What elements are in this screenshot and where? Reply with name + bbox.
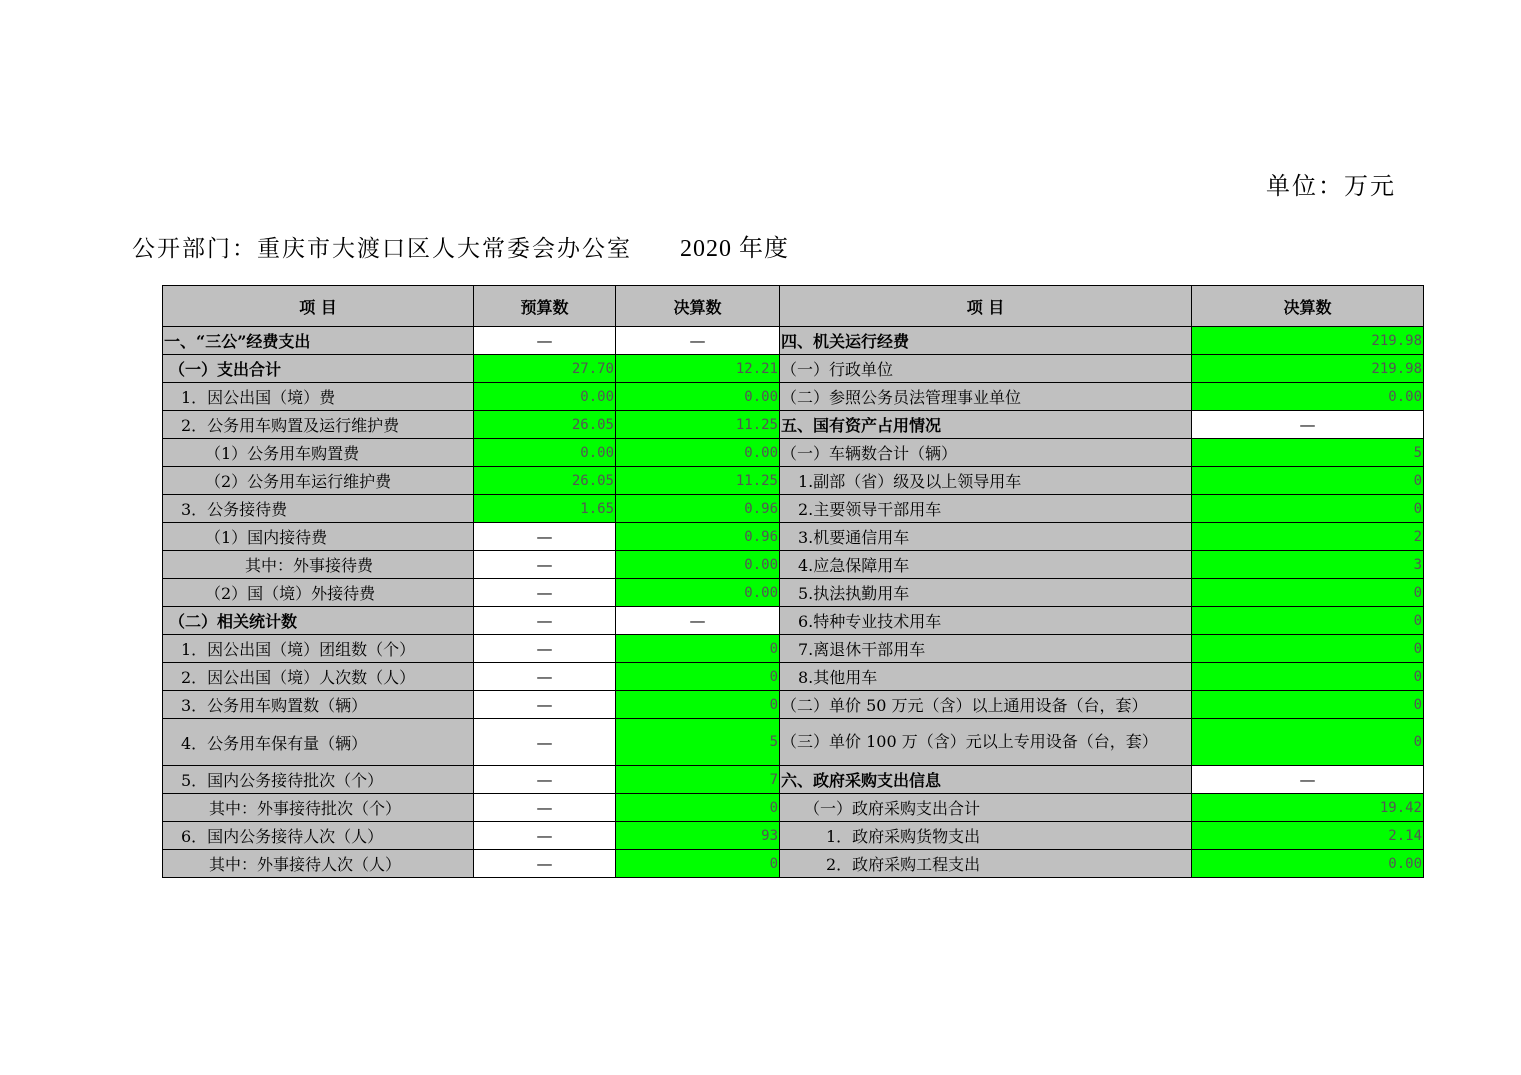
right-label: 4.应急保障用车 [780,551,1192,579]
right-label: 五、国有资产占用情况 [780,411,1192,439]
right-value: — [1192,766,1424,794]
table-row [163,411,1424,439]
right-value: 19.42 [1192,794,1424,822]
budget-cell: — [474,822,616,850]
budget-cell: — [474,579,616,607]
budget-cell: 0.00 [474,439,616,467]
expenditure-table [162,285,1424,878]
right-label: （一）车辆数合计（辆） [780,439,1192,467]
table-row [163,663,1424,691]
right-label: 3.机要通信用车 [780,523,1192,551]
right-value: 2 [1192,523,1424,551]
header-item-right: 项 目 [780,286,1192,327]
unit-label: 单位：万元 [1266,172,1396,200]
row-label: （2）公务用车运行维护费 [163,467,474,495]
final-cell: 0 [616,635,780,663]
year-label: 2020 年度 [680,236,789,262]
right-value: 2.14 [1192,822,1424,850]
budget-cell: 0.00 [474,383,616,411]
final-cell: 12.21 [616,355,780,383]
right-value: 3 [1192,551,1424,579]
final-cell: 0.00 [616,383,780,411]
table-row [163,383,1424,411]
right-label: （二）单价 50 万元（含）以上通用设备（台，套） [780,691,1192,719]
right-value: 0 [1192,663,1424,691]
right-value: 0 [1192,607,1424,635]
final-cell: 93 [616,822,780,850]
table-row [163,607,1424,635]
row-label: 5．国内公务接待批次（个） [163,766,474,794]
final-cell: 11.25 [616,411,780,439]
right-value: 0 [1192,467,1424,495]
budget-cell: 26.05 [474,467,616,495]
right-value: — [1192,411,1424,439]
budget-cell: — [474,635,616,663]
table-row [163,719,1424,766]
right-label: （二）参照公务员法管理事业单位 [780,383,1192,411]
right-label: （一）政府采购支出合计 [780,794,1192,822]
final-cell: 0 [616,691,780,719]
right-value: 0 [1192,635,1424,663]
budget-cell: — [474,850,616,878]
right-label: 六、政府采购支出信息 [780,766,1192,794]
budget-cell: — [474,766,616,794]
budget-cell: — [474,523,616,551]
right-value: 0 [1192,579,1424,607]
right-value: 219.98 [1192,355,1424,383]
right-label: （三）单价 100 万（含）元以上专用设备（台，套） [780,719,1192,766]
row-label: 3．公务用车购置数（辆） [163,691,474,719]
row-label: （二）相关统计数 [163,607,474,635]
budget-cell: — [474,551,616,579]
final-cell: — [616,607,780,635]
right-label: 5.执法执勤用车 [780,579,1192,607]
table-row [163,439,1424,467]
department-label: 公开部门：重庆市大渡口区人大常委会办公室 [132,236,632,262]
table-row [163,691,1424,719]
final-cell: 0.96 [616,495,780,523]
row-label: 1．因公出国（境）费 [163,383,474,411]
budget-cell: 27.70 [474,355,616,383]
right-value: 0 [1192,691,1424,719]
right-value: 5 [1192,439,1424,467]
table-row [163,822,1424,850]
right-value: 0 [1192,495,1424,523]
right-label: 6.特种专业技术用车 [780,607,1192,635]
table-row [163,467,1424,495]
budget-cell: 26.05 [474,411,616,439]
row-label: 其中：外事接待批次（个） [163,794,474,822]
row-label: 6．国内公务接待人次（人） [163,822,474,850]
row-label: 1．因公出国（境）团组数（个） [163,635,474,663]
row-label: （1）国内接待费 [163,523,474,551]
final-cell: — [616,327,780,355]
right-label: （一）行政单位 [780,355,1192,383]
final-cell: 0.00 [616,579,780,607]
table-row [163,850,1424,878]
row-label: 2．因公出国（境）人次数（人） [163,663,474,691]
row-label: 4．公务用车保有量（辆） [163,719,474,766]
final-cell: 11.25 [616,467,780,495]
row-label: 其中：外事接待费 [163,551,474,579]
right-value: 0 [1192,719,1424,766]
right-value: 0.00 [1192,850,1424,878]
right-label: 四、机关运行经费 [780,327,1192,355]
budget-cell: 1.65 [474,495,616,523]
right-label: 1.副部（省）级及以上领导用车 [780,467,1192,495]
budget-cell: — [474,663,616,691]
final-cell: 0 [616,850,780,878]
row-label: （2）国（境）外接待费 [163,579,474,607]
header-final-right: 决算数 [1192,286,1424,327]
right-value: 0.00 [1192,383,1424,411]
right-label: 2.主要领导干部用车 [780,495,1192,523]
budget-cell: — [474,719,616,766]
table-row [163,523,1424,551]
final-cell: 7 [616,766,780,794]
table-row [163,327,1424,355]
budget-cell: — [474,327,616,355]
budget-cell: — [474,691,616,719]
table-row [163,355,1424,383]
final-cell: 0.96 [616,523,780,551]
right-label: 1．政府采购货物支出 [780,822,1192,850]
department-title [132,228,789,263]
table-row [163,635,1424,663]
row-label: 3．公务接待费 [163,495,474,523]
final-cell: 5 [616,719,780,766]
final-cell: 0.00 [616,439,780,467]
table-row [163,794,1424,822]
right-label: 2．政府采购工程支出 [780,850,1192,878]
right-label: 7.离退休干部用车 [780,635,1192,663]
header-final: 决算数 [616,286,780,327]
header-budget: 预算数 [474,286,616,327]
row-label: （1）公务用车购置费 [163,439,474,467]
row-label: 2．公务用车购置及运行维护费 [163,411,474,439]
right-label: 8.其他用车 [780,663,1192,691]
final-cell: 0 [616,794,780,822]
final-cell: 0 [616,663,780,691]
table-row [163,766,1424,794]
row-label: 其中：外事接待人次（人） [163,850,474,878]
row-label: 一、“三公”经费支出 [163,327,474,355]
table-header [163,286,1424,327]
table-row [163,579,1424,607]
row-label: （一）支出合计 [163,355,474,383]
table-row [163,495,1424,523]
final-cell: 0.00 [616,551,780,579]
table-row [163,551,1424,579]
budget-cell: — [474,794,616,822]
budget-cell: — [474,607,616,635]
right-value: 219.98 [1192,327,1424,355]
header-item: 项 目 [163,286,474,327]
